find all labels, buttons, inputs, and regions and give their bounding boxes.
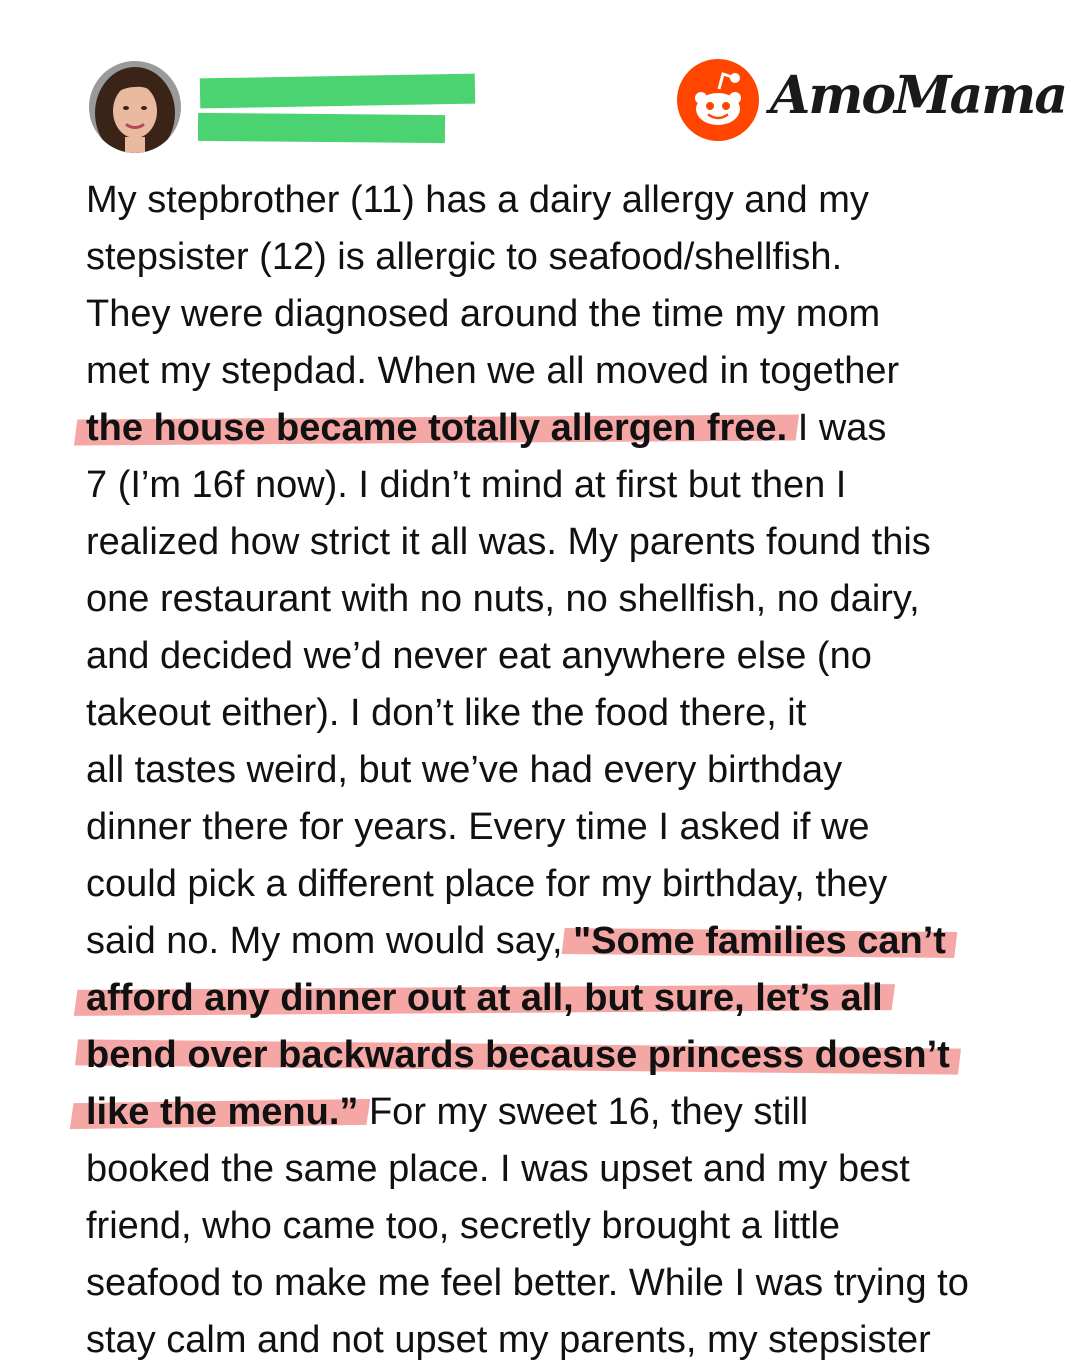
avatar-photo — [89, 61, 181, 153]
story-line: stepsister (12) is allergic to seafood/shellfish. — [86, 236, 843, 278]
story-line: takeout either). I don’t like the food there, it — [86, 692, 807, 734]
highlighted-quote: "Some families can’t — [573, 920, 946, 962]
story-line: stay calm and not upset my parents, my stepsister — [86, 1319, 931, 1361]
story-line: one restaurant with no nuts, no shellfish, no dairy, — [86, 578, 920, 620]
redacted-subtitle — [198, 113, 445, 143]
avatar — [89, 61, 181, 153]
story-line: 7 (I’m 16f now). I didn’t mind at first but then I — [86, 464, 847, 506]
story-line: realized how strict it all was. My parents found this — [86, 521, 931, 563]
story-line: met my stepdad. When we all moved in together — [86, 350, 900, 392]
story-text — [86, 172, 1046, 1369]
story-line: dinner there for years. Every time I asked if we — [86, 806, 870, 848]
highlighted-quote: bend over backwards because princess doesn’t — [86, 1034, 950, 1076]
story-text-segment: said no. My mom would say, — [86, 920, 563, 962]
reddit-icon — [677, 59, 759, 141]
amomama-logo: AmoMama — [770, 65, 1067, 126]
story-line — [86, 913, 1046, 970]
story-line: friend, who came too, secretly brought a little — [86, 1205, 841, 1247]
story-line — [86, 400, 1046, 457]
story-line: seafood to make me feel better. While I was trying to — [86, 1262, 969, 1304]
highlighted-quote: the house became totally allergen free. — [86, 407, 788, 449]
story-line: and decided we’d never eat anywhere else (no — [86, 635, 872, 677]
highlighted-quote: like the menu.” — [86, 1091, 359, 1133]
story-line: They were diagnosed around the time my mom — [86, 293, 881, 335]
story-line: booked the same place. I was upset and my best — [86, 1148, 910, 1190]
story-line — [86, 1027, 1046, 1084]
story-line: could pick a different place for my birthday, they — [86, 863, 888, 905]
redacted-username — [200, 74, 475, 109]
highlighted-quote: afford any dinner out at all, but sure, let’s all — [86, 977, 883, 1019]
story-line — [86, 1084, 1046, 1141]
reddit-logo — [677, 59, 759, 141]
story-text-segment: For my sweet 16, they still — [368, 1091, 809, 1133]
story-line — [86, 970, 1046, 1027]
story-line: all tastes weird, but we’ve had every birthday — [86, 749, 843, 791]
story-line: My stepbrother (11) has a dairy allergy and my — [86, 179, 869, 221]
story-text-segment: I was — [797, 407, 887, 449]
